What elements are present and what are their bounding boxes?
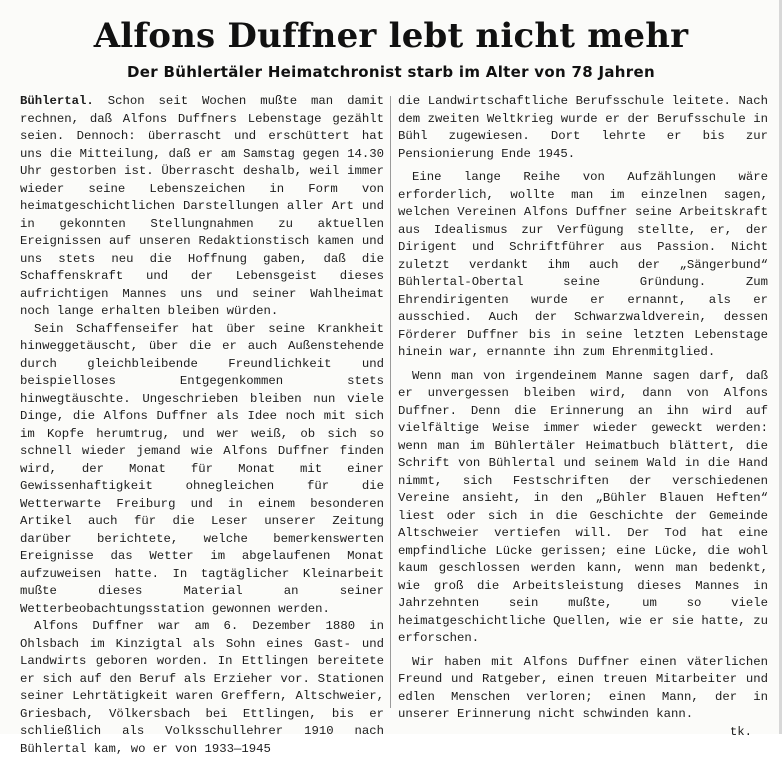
dateline: Bühlertal. [20, 94, 94, 108]
paragraph-1-text: Schon seit Wochen mußte man damit rechnen, daß Alfons Duffners Lebenstage gezählt seien. Dennoch: überrascht und erschüttert hat uns die Mitteilung, daß er am Samstag gegen 14.30 Uhr gestorben ist. Überrascht deshalb, weil immer wieder seine Lebenszeichen in Form von heimatgeschichtlichen Darstellungen aller Art und in gekonnten Stellungnahmen zu aktuellen Ereignissen auf unseren Redaktionstisch kamen und uns stets neu die Hoffnung gaben, daß die Schaffenskraft und der Lebensgeist dieses aufrichtigen Mannes uns und seiner Wahlheimat noch lange erhalten bleiben würden. [20, 94, 384, 318]
column-divider [390, 96, 391, 708]
paragraph-2: Sein Schaffenseifer hat über seine Krankheit hinweggetäuscht, über die er auch Außenstehende durch gleichbleibende Freundlichkeit und beispielloses Entgegenkommen stets hinwegtäuschte. Ungeschrieben bleiben nun viele Dinge, die Alfons Duffner als Idee noch mit sich im Kopfe herumtrug, und wer weiß, ob sich so schnell wieder jemand wie Alfons Duffner finden wird, der Monat für Monat mit einer Gewissenhaftigkeit ohnegleichen für die Wetterwarte Freiburg und in einem besonderen Artikel auch für die Leser unserer Zeitung darüber berichtete, welche bemerkenswerten Ereignisse das Wetter im abgelaufenen Monat aufzuweisen hatte. In tagtäglicher Kleinarbeit mußte dieses Material an seiner Wetterbeobachtungsstation gewonnen werden. [20, 321, 384, 616]
paragraph-6 [398, 654, 768, 742]
paragraph-4: Eine lange Reihe von Aufzählungen wäre erforderlich, wollte man im einzelnen sagen, welchen Vereinen Alfons Duffner seine Arbeitskraft aus Idealismus zur Verfügung stellte, er, der Dirigent und Schriftführer aus Passion. Nicht zuletzt verdankt ihm auch der „Sängerbund“ Bühlertal-Obertal seine Gründung. Zum Ehrendirigenten wurde er ernannt, als er ausschied. Auch der Schwarzwaldverein, dessen Förderer Duffner bis in seine letzten Lebenstage hinein war, ernannte ihn zum Ehrenmitglied. [398, 170, 768, 359]
subheadline: Der Bühlertäler Heimatchronist starb im Alter von 78 Jahren [127, 63, 655, 81]
right-column [398, 93, 768, 741]
paragraph-3-continued: die Landwirtschaftliche Berufsschule leitete. Nach dem zweiten Weltkrieg wurde er der Berufsschule in Bühl zugewiesen. Dort lehrte er bis zur Pensionierung Ende 1945. [398, 94, 768, 161]
paragraph-5: Wenn man von irgendeinem Manne sagen darf, daß er unvergessen bleiben wird, dann von Alfons Duffner. Denn die Erinnerung an ihn wird auf vielfältige Weise immer wieder geweckt werden: wenn man im Bühlertäler Heimatbuch blättert, die Schrift von Bühlertal und seinem Wald in die Hand nimmt, sich Festschriften der verschiedenen Vereine ansieht, in den „Bühler Blauen Heften“ liest oder sich in die Geschichte der Gemeinde Altschweier vertiefen will. Der Tod hat eine empfindliche Lücke gerissen; eine Lücke, die wohl kaum geschlossen werden kann, wenn man bedenkt, wie groß die Arbeitsleistung dieses Mannes in Jahrzehnten sein mußte, um so viele heimatgeschichtliche Quellen, wie er sie hatte, zu erforschen. [398, 368, 768, 645]
paragraph-6-text: Wir haben mit Alfons Duffner einen väterlichen Freund und Ratgeber, einen treuen Mitarbeiter und edlen Menschen verloren; einen Mann, der in unserer Erinnerung nicht schwinden kann. [398, 654, 768, 721]
paragraph-1 [20, 93, 384, 321]
left-column [20, 93, 384, 758]
headline: Alfons Duffner lebt nicht mehr [93, 16, 689, 56]
author-signature: tk. [729, 724, 752, 739]
paragraph-3: Alfons Duffner war am 6. Dezember 1880 in Ohlsbach im Kinzigtal als Sohn eines Gast- und Landwirts geboren worden. In Ettlingen bereitete er sich auf den Beruf als Erzieher vor. Stationen seiner Lehrtätigkeit waren Greffern, Altschweier, Griesbach, Völkersbach bei Ettlingen, bis er schließlich als Volksschullehrer 1910 nach Bühlertal kam, wo er von 1933—1945 [20, 619, 384, 756]
